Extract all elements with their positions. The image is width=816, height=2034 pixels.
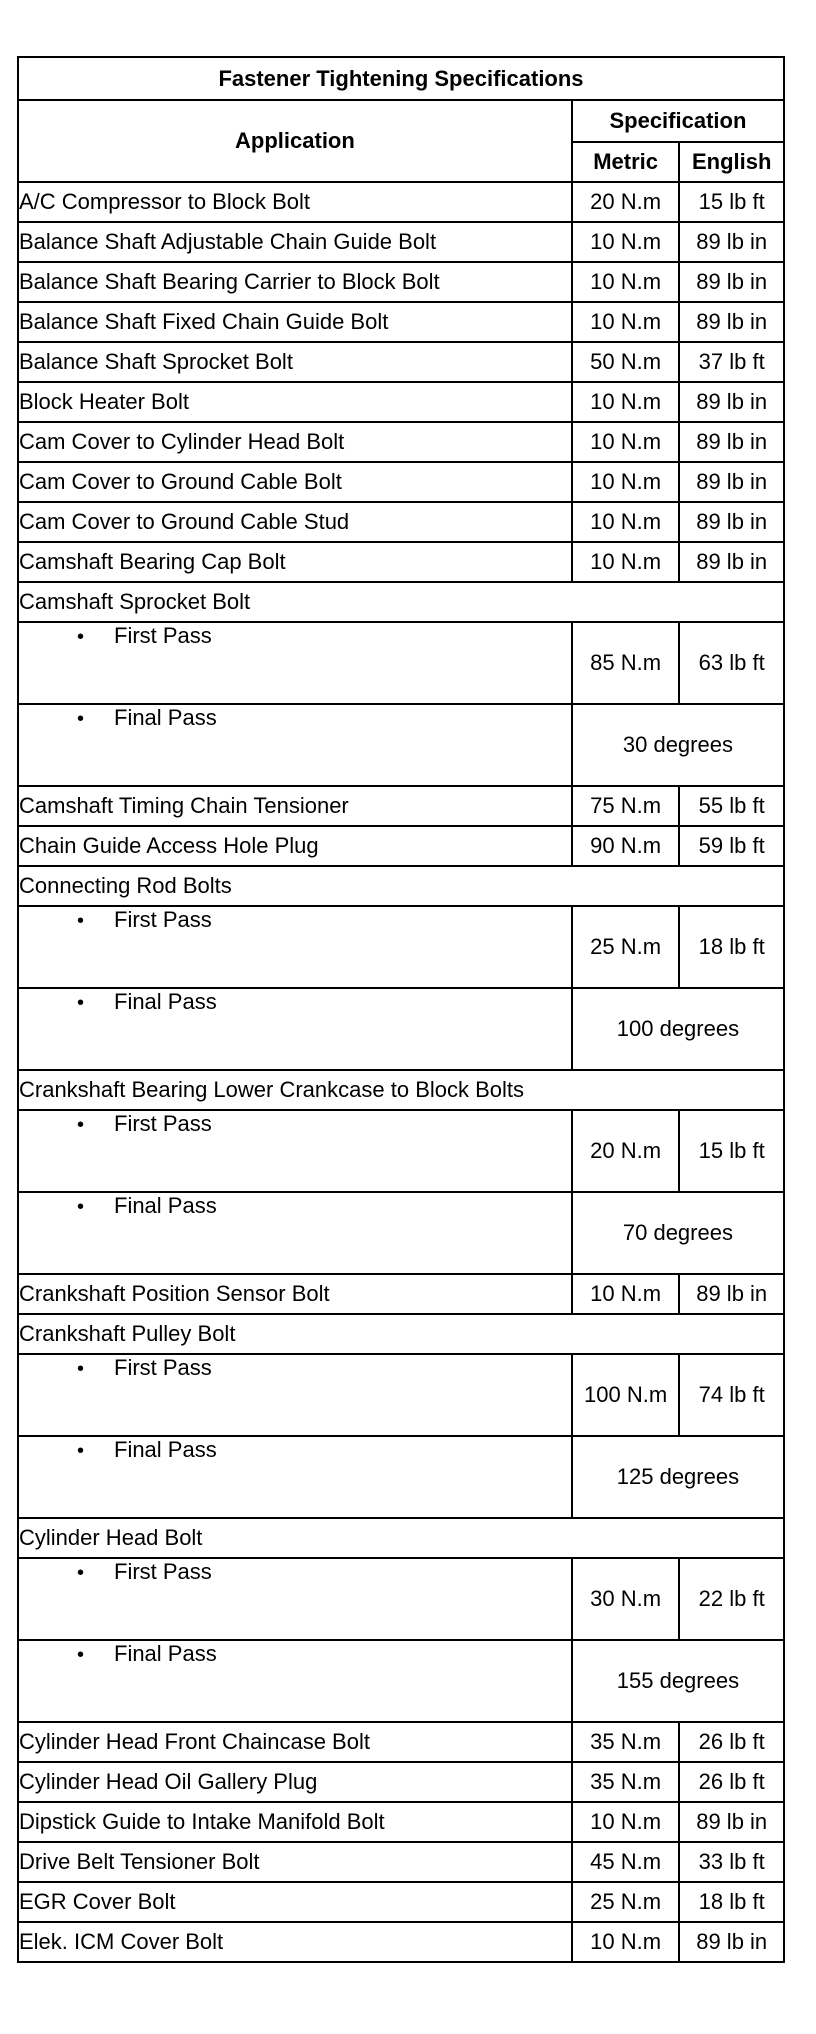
pass-label: First Pass [114,907,212,932]
group-title-cell: Camshaft Sprocket Bolt [18,582,784,622]
table-row [18,826,784,866]
table-row [18,342,784,382]
pass-label: Final Pass [114,705,217,730]
application-cell: Cam Cover to Ground Cable Stud [18,502,572,542]
pass-label-cell [18,988,572,1070]
pass-row [18,1558,784,1640]
angle-spec-cell: 100 degrees [572,988,784,1070]
header-metric: Metric [572,142,680,182]
metric-cell: 10 N.m [572,382,680,422]
pass-row [18,988,784,1070]
application-cell: Block Heater Bolt [18,382,572,422]
group-title-cell: Crankshaft Bearing Lower Crankcase to Block Bolts [18,1070,784,1110]
application-cell: Camshaft Timing Chain Tensioner [18,786,572,826]
table-row [18,302,784,342]
pass-label: Final Pass [114,1641,217,1666]
group-header-row [18,1070,784,1110]
pass-row [18,1192,784,1274]
pass-label-cell [18,704,572,786]
table-row [18,1922,784,1962]
group-header-row [18,866,784,906]
metric-cell: 10 N.m [572,462,680,502]
pass-row [18,1354,784,1436]
bullet-icon: • [76,1562,84,1584]
header-english: English [679,142,784,182]
bullet-icon: • [76,626,84,648]
table-row [18,1722,784,1762]
group-header-row [18,582,784,622]
metric-cell: 100 N.m [572,1354,680,1436]
group-title-cell: Crankshaft Pulley Bolt [18,1314,784,1354]
table-row [18,1882,784,1922]
pass-label-cell [18,1110,572,1192]
english-cell: 22 lb ft [679,1558,784,1640]
english-cell: 89 lb in [679,542,784,582]
english-cell: 18 lb ft [679,906,784,988]
pass-label-cell [18,622,572,704]
pass-label-cell [18,1558,572,1640]
metric-cell: 10 N.m [572,502,680,542]
pass-row [18,906,784,988]
pass-row [18,704,784,786]
application-cell: Crankshaft Position Sensor Bolt [18,1274,572,1314]
application-cell: Dipstick Guide to Intake Manifold Bolt [18,1802,572,1842]
header-application: Application [18,100,572,182]
pass-label: Final Pass [114,989,217,1014]
bullet-icon: • [76,1440,84,1462]
application-cell: Balance Shaft Adjustable Chain Guide Bolt [18,222,572,262]
metric-cell: 35 N.m [572,1762,680,1802]
english-cell: 26 lb ft [679,1722,784,1762]
metric-cell: 20 N.m [572,1110,680,1192]
metric-cell: 10 N.m [572,302,680,342]
english-cell: 74 lb ft [679,1354,784,1436]
pass-label-cell [18,1354,572,1436]
application-cell: Elek. ICM Cover Bolt [18,1922,572,1962]
metric-cell: 10 N.m [572,1922,680,1962]
pass-label: First Pass [114,1111,212,1136]
table-row [18,382,784,422]
group-header-row [18,1314,784,1354]
table-row [18,222,784,262]
pass-row [18,622,784,704]
metric-cell: 90 N.m [572,826,680,866]
english-cell: 55 lb ft [679,786,784,826]
bullet-icon: • [76,1358,84,1380]
angle-spec-cell: 125 degrees [572,1436,784,1518]
table-row [18,1274,784,1314]
english-cell: 15 lb ft [679,182,784,222]
metric-cell: 75 N.m [572,786,680,826]
metric-cell: 50 N.m [572,342,680,382]
group-title-cell: Cylinder Head Bolt [18,1518,784,1558]
metric-cell: 20 N.m [572,182,680,222]
english-cell: 89 lb in [679,302,784,342]
english-cell: 89 lb in [679,1802,784,1842]
english-cell: 26 lb ft [679,1762,784,1802]
english-cell: 89 lb in [679,222,784,262]
application-cell: Chain Guide Access Hole Plug [18,826,572,866]
pass-label: First Pass [114,1559,212,1584]
metric-cell: 10 N.m [572,222,680,262]
application-cell: Cylinder Head Oil Gallery Plug [18,1762,572,1802]
application-cell: Balance Shaft Bearing Carrier to Block Bolt [18,262,572,302]
english-cell: 33 lb ft [679,1842,784,1882]
english-cell: 89 lb in [679,502,784,542]
table-row [18,262,784,302]
application-cell: EGR Cover Bolt [18,1882,572,1922]
pass-label-cell [18,1436,572,1518]
application-cell: Cam Cover to Ground Cable Bolt [18,462,572,502]
metric-cell: 10 N.m [572,262,680,302]
english-cell: 89 lb in [679,262,784,302]
metric-cell: 35 N.m [572,1722,680,1762]
pass-label: First Pass [114,623,212,648]
metric-cell: 10 N.m [572,1274,680,1314]
bullet-icon: • [76,1196,84,1218]
table-row [18,1842,784,1882]
metric-cell: 25 N.m [572,906,680,988]
table-row [18,422,784,462]
table-row [18,1802,784,1842]
english-cell: 37 lb ft [679,342,784,382]
angle-spec-cell: 70 degrees [572,1192,784,1274]
group-header-row [18,1518,784,1558]
application-cell: Balance Shaft Sprocket Bolt [18,342,572,382]
bullet-icon: • [76,992,84,1014]
table-row [18,786,784,826]
bullet-icon: • [76,708,84,730]
table-row [18,502,784,542]
metric-cell: 45 N.m [572,1842,680,1882]
pass-label: Final Pass [114,1437,217,1462]
english-cell: 89 lb in [679,1922,784,1962]
pass-label-cell [18,906,572,988]
pass-row [18,1436,784,1518]
english-cell: 15 lb ft [679,1110,784,1192]
bullet-icon: • [76,1644,84,1666]
header-specification: Specification [572,100,784,142]
bullet-icon: • [76,1114,84,1136]
table-row [18,1762,784,1802]
application-cell: Cylinder Head Front Chaincase Bolt [18,1722,572,1762]
english-cell: 59 lb ft [679,826,784,866]
english-cell: 89 lb in [679,1274,784,1314]
bullet-icon: • [76,910,84,932]
pass-label: First Pass [114,1355,212,1380]
table-body [18,182,784,1962]
application-cell: A/C Compressor to Block Bolt [18,182,572,222]
application-cell: Cam Cover to Cylinder Head Bolt [18,422,572,462]
english-cell: 18 lb ft [679,1882,784,1922]
pass-row [18,1640,784,1722]
english-cell: 89 lb in [679,422,784,462]
metric-cell: 30 N.m [572,1558,680,1640]
table-row [18,542,784,582]
metric-cell: 25 N.m [572,1882,680,1922]
table-row [18,462,784,502]
pass-label-cell [18,1640,572,1722]
angle-spec-cell: 155 degrees [572,1640,784,1722]
pass-row [18,1110,784,1192]
application-cell: Balance Shaft Fixed Chain Guide Bolt [18,302,572,342]
application-cell: Drive Belt Tensioner Bolt [18,1842,572,1882]
metric-cell: 10 N.m [572,1802,680,1842]
application-cell: Camshaft Bearing Cap Bolt [18,542,572,582]
metric-cell: 85 N.m [572,622,680,704]
group-title-cell: Connecting Rod Bolts [18,866,784,906]
pass-label-cell [18,1192,572,1274]
angle-spec-cell: 30 degrees [572,704,784,786]
english-cell: 63 lb ft [679,622,784,704]
pass-label: Final Pass [114,1193,217,1218]
table-row [18,182,784,222]
english-cell: 89 lb in [679,382,784,422]
fastener-spec-table [17,56,785,1963]
metric-cell: 10 N.m [572,422,680,462]
table-title: Fastener Tightening Specifications [18,57,784,100]
english-cell: 89 lb in [679,462,784,502]
metric-cell: 10 N.m [572,542,680,582]
